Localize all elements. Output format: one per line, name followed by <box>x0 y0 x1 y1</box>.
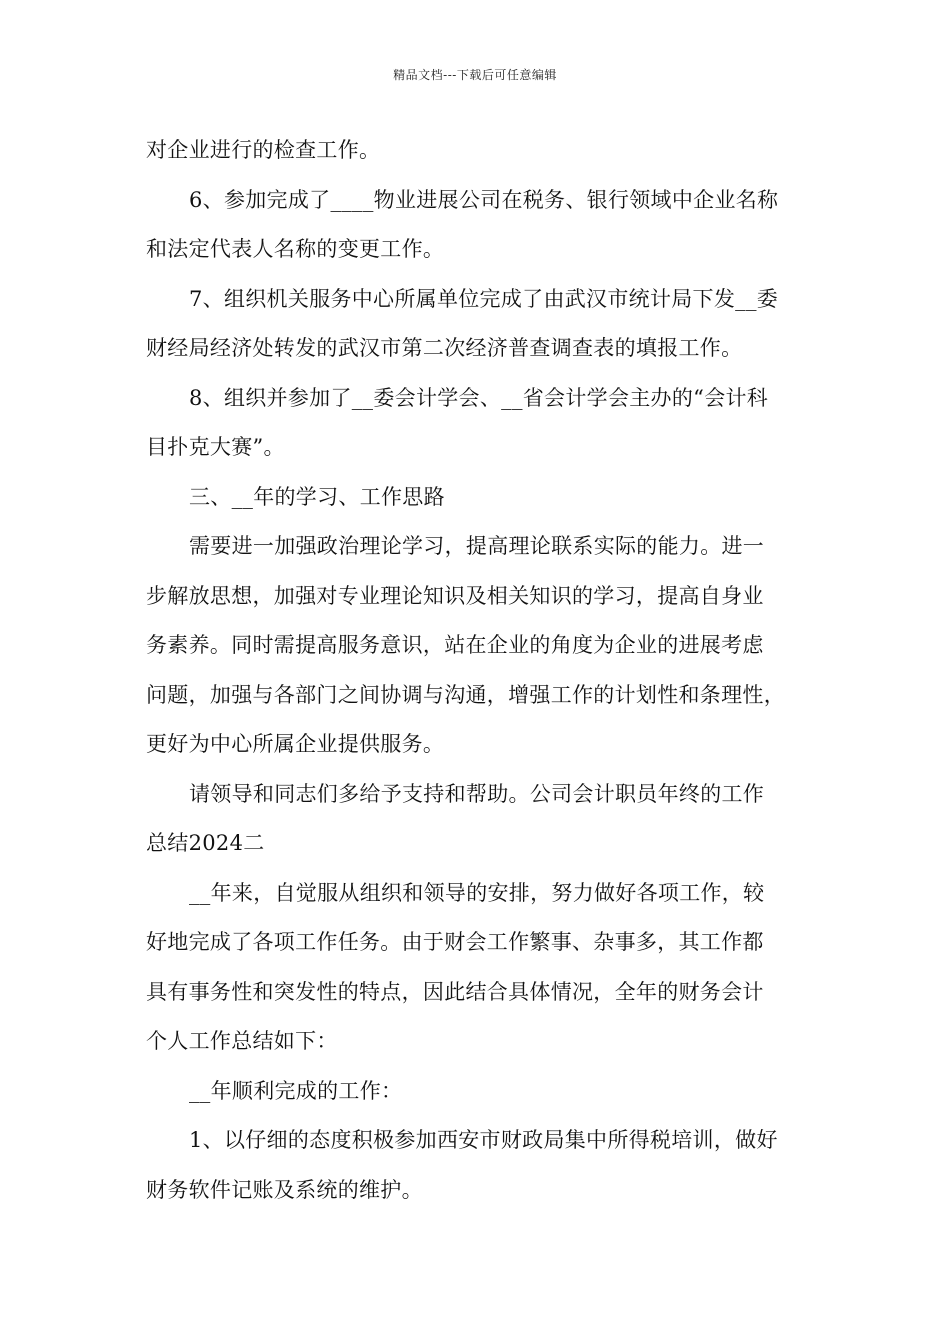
text-line: __年来，自觉服从组织和领导的安排，努力做好各项工作，较 <box>189 880 765 905</box>
text-line: 财经局经济处转发的武汉市第二次经济普查调查表的填报工作。 <box>146 336 743 360</box>
text-line: 务素养。同时需提高服务意识，站在企业的角度为企业的进展考虑 <box>146 633 764 657</box>
text-line: 具有事务性和突发性的特点，因此结合具体情况，全年的财务会计 <box>146 979 764 1004</box>
text-line: 好地完成了各项工作任务。由于财会工作繁事、杂事多，其工作都 <box>146 930 764 954</box>
text-line: 步解放思想，加强对专业理论知识及相关知识的学习，提高自身业 <box>146 583 764 608</box>
text-line: 财务软件记账及系统的维护。 <box>146 1177 423 1202</box>
text-line: 1、以仔细的态度积极参加西安市财政局集中所得税培训，做好 <box>189 1128 778 1152</box>
text-line: 个人工作总结如下： <box>146 1029 338 1053</box>
text-line: 请领导和同志们多给予支持和帮助。公司会计职员年终的工作 <box>189 781 765 806</box>
page-header: 精品文档---下载后可任意编辑 <box>393 68 557 82</box>
text-line: 和法定代表人名称的变更工作。 <box>146 237 445 261</box>
text-line: 需要进一加强政治理论学习，提高理论联系实际的能力。进一 <box>189 534 765 558</box>
text-line: 更好为中心所属企业提供服务。 <box>146 732 445 756</box>
text-line: 总结2024二 <box>146 831 265 855</box>
text-line: 8、组织并参加了__委会计学会、__省会计学会主办的“会计科 <box>189 385 769 410</box>
text-line: 7、组织机关服务中心所属单位完成了由武汉市统计局下发__委 <box>189 286 779 311</box>
document-body <box>146 126 826 1215</box>
text-line: 对企业进行的检查工作。 <box>146 138 381 162</box>
text-line: __年顺利完成的工作： <box>189 1078 403 1103</box>
section-heading: 三、__年的学习、工作思路 <box>189 484 445 509</box>
text-line: 问题，加强与各部门之间协调与沟通，增强工作的计划性和条理性， <box>146 682 785 707</box>
text-line: 6、参加完成了____物业进展公司在税务、银行领域中企业名称 <box>189 187 779 212</box>
text-line: 目扑克大赛”。 <box>146 435 285 459</box>
